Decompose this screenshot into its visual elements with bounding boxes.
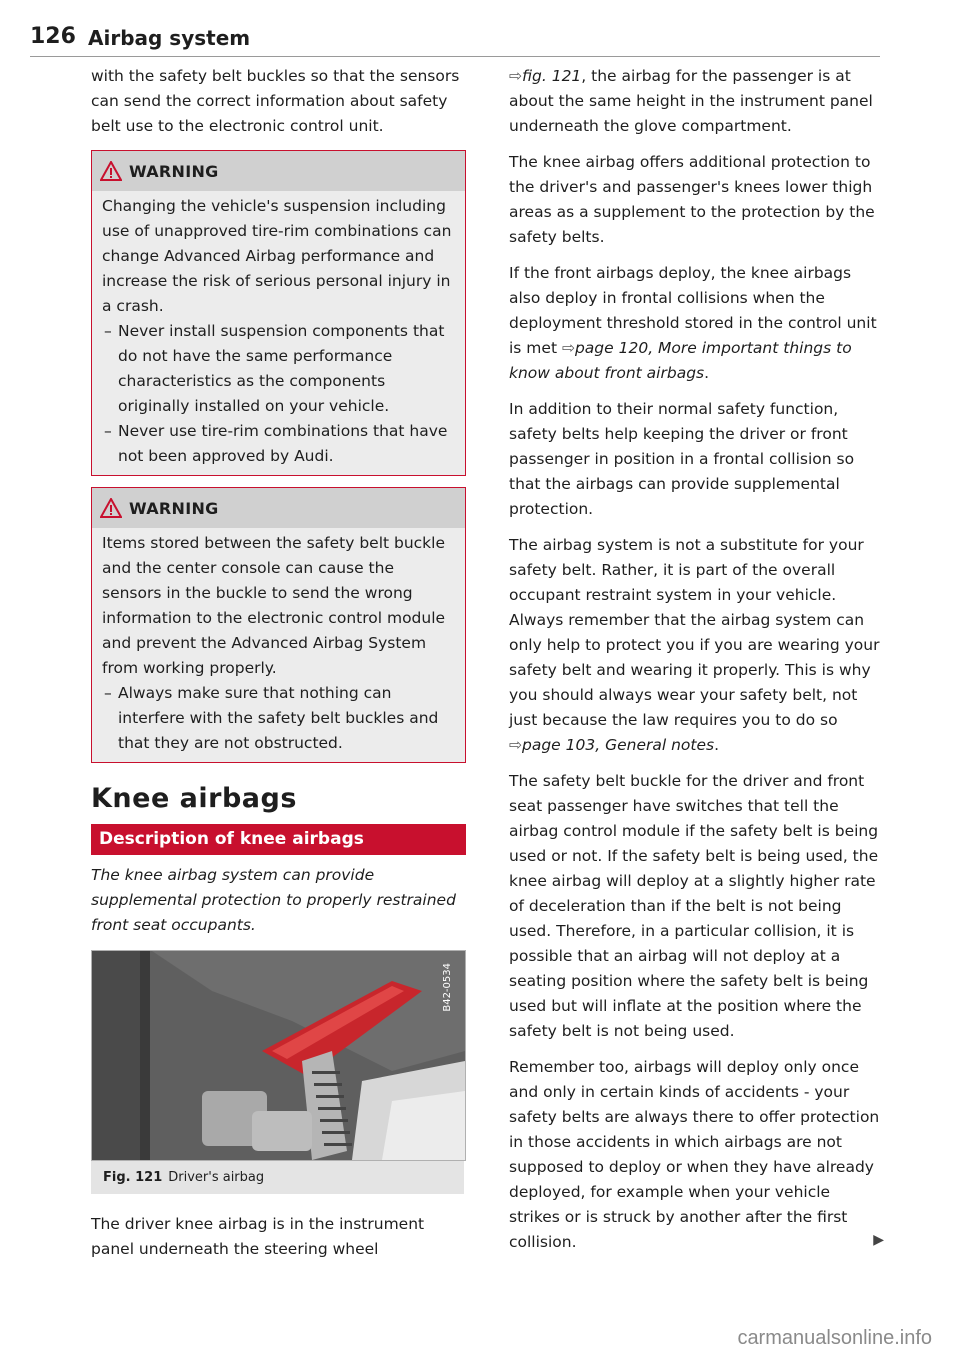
section-title: Airbag system <box>88 26 251 50</box>
subheading-bar: Description of knee airbags <box>91 824 466 855</box>
intro-italic: The knee airbag system can provide supplemental protection to properly restrained front seat occupants. <box>91 866 456 934</box>
warning-list <box>102 319 453 469</box>
heading-knee-airbags: Knee airbags <box>91 783 297 814</box>
warning-header <box>92 488 465 528</box>
para-7 <box>509 1055 884 1255</box>
ref-arrow-icon: ⇨ <box>509 67 522 85</box>
figure-label: Fig. 121 <box>103 1170 163 1185</box>
para-3: If the front airbags deploy, the knee airbags also deploy in frontal collisions when the deployment threshold stored in the control unit is met ⇨page 120, More important things to know about front airbags. <box>509 264 877 382</box>
warning-text: Items stored between the safety belt buckle and the center console can cause the sensors in the buckle to send the wrong information to the electronic control module and prevent the Advanced Airbag System from working properly. <box>102 534 446 677</box>
page-number: 126 <box>30 24 76 49</box>
para-4: In addition to their normal safety function, safety belts help keeping the driver or front passenger in position in a frontal collision so that the airbags can provide supplemental protection. <box>509 400 855 518</box>
figure-caption <box>91 1161 464 1194</box>
knee-airbag-illustration <box>92 951 465 1160</box>
right-column <box>509 64 884 1266</box>
ref-arrow-icon: ⇨ <box>509 736 522 754</box>
para-1 <box>509 64 884 139</box>
warning-item: – Never use tire-rim combinations that have not been approved by Audi. <box>102 419 453 469</box>
warning-body <box>92 528 465 762</box>
warning-item: – Never install suspension components that do not have the same performance characteristics as the components originally installed on your vehicle. <box>102 319 453 419</box>
warning-text: Changing the vehicle's suspension including use of unapproved tire-rim combinations can change Advanced Airbag performance and increase the risk of serious personal injury in a crash. <box>102 197 452 315</box>
left-column <box>91 64 466 1273</box>
watermark: carmanualsonline.info <box>737 1327 932 1349</box>
para-6: The safety belt buckle for the driver and front seat passenger have switches that tell the airbag control module if the safety belt is being used or not. If the safety belt is being used, the knee airbag will deploy at a slightly higher rate of deceleration than if the belt is not being used. Therefore, in a particular collision, it is possible that an airbag will not deploy at a seating position where the safety belt is being used but will inflate at the position where the safety belt is not being used. <box>509 772 879 1040</box>
warning-list <box>102 681 453 756</box>
para-7-text: Remember too, airbags will deploy only once and only in certain kinds of accidents - your safety belts are always there to offer protection in those accidents in which airbags are not supposed to deploy or when they have already deployed, for example when your vehicle strikes or is struck by another after the first collision. <box>509 1058 880 1251</box>
figure-knee-airbag <box>91 950 466 1161</box>
para-3-text: If the front airbags deploy, the knee airbags also deploy in frontal collisions when the deployment threshold stored in the control unit is met <box>509 264 877 357</box>
warning-box-buckle <box>91 487 466 763</box>
warning-triangle-icon <box>100 498 122 518</box>
para-1-text: , the airbag for the passenger is at about the same height in the instrument panel underneath the glove compartment. <box>509 67 873 135</box>
warning-triangle-icon <box>100 161 122 181</box>
warning-header <box>92 151 465 191</box>
figure-code: B42-0534 <box>442 963 453 1012</box>
intro-text: with the safety belt buckles so that the sensors can send the correct information about safety belt use to the electronic control unit. <box>91 67 460 135</box>
warning-body <box>92 191 465 475</box>
para-5-text: The airbag system is not a substitute for your safety belt. Rather, it is part of the overall occupant restraint system in your vehicle. Always remember that the airbag system can only help to protect you if you are wearing your safety belt and wearing it properly. This is why you should always wear your safety belt, not just because the law requires you to do so <box>509 536 880 729</box>
page-reference[interactable]: page 120, More important things to know about front airbags <box>509 339 852 382</box>
para-5: The airbag system is not a substitute for your safety belt. Rather, it is part of the overall occupant restraint system in your vehicle. Always remember that the airbag system can only help to protect you if you are wearing your safety belt and wearing it properly. This is why you should always wear your safety belt, not just because the law requires you to do so ⇨page 103, General notes. <box>509 536 880 754</box>
warning-item: – Always make sure that nothing can interfere with the safety belt buckles and that they are not obstructed. <box>102 681 453 756</box>
page-reference[interactable]: page 103, General notes <box>522 736 715 754</box>
continue-arrow-icon: ▶ <box>873 1232 884 1248</box>
fig-reference[interactable]: fig. 121 <box>522 67 582 85</box>
figure-caption-text: Driver's airbag <box>168 1170 265 1185</box>
after-figure-text: The driver knee airbag is in the instrument panel underneath the steering wheel <box>91 1215 425 1258</box>
warning-title: WARNING <box>129 161 219 181</box>
warning-title: WARNING <box>129 498 219 518</box>
warning-box-suspension <box>91 150 466 476</box>
ref-arrow-icon: ⇨ <box>561 339 575 357</box>
para-2: The knee airbag offers additional protection to the driver's and passenger's knees lower thigh areas as a supplement to the protection by the safety belts. <box>509 153 875 246</box>
page-header <box>30 22 880 57</box>
